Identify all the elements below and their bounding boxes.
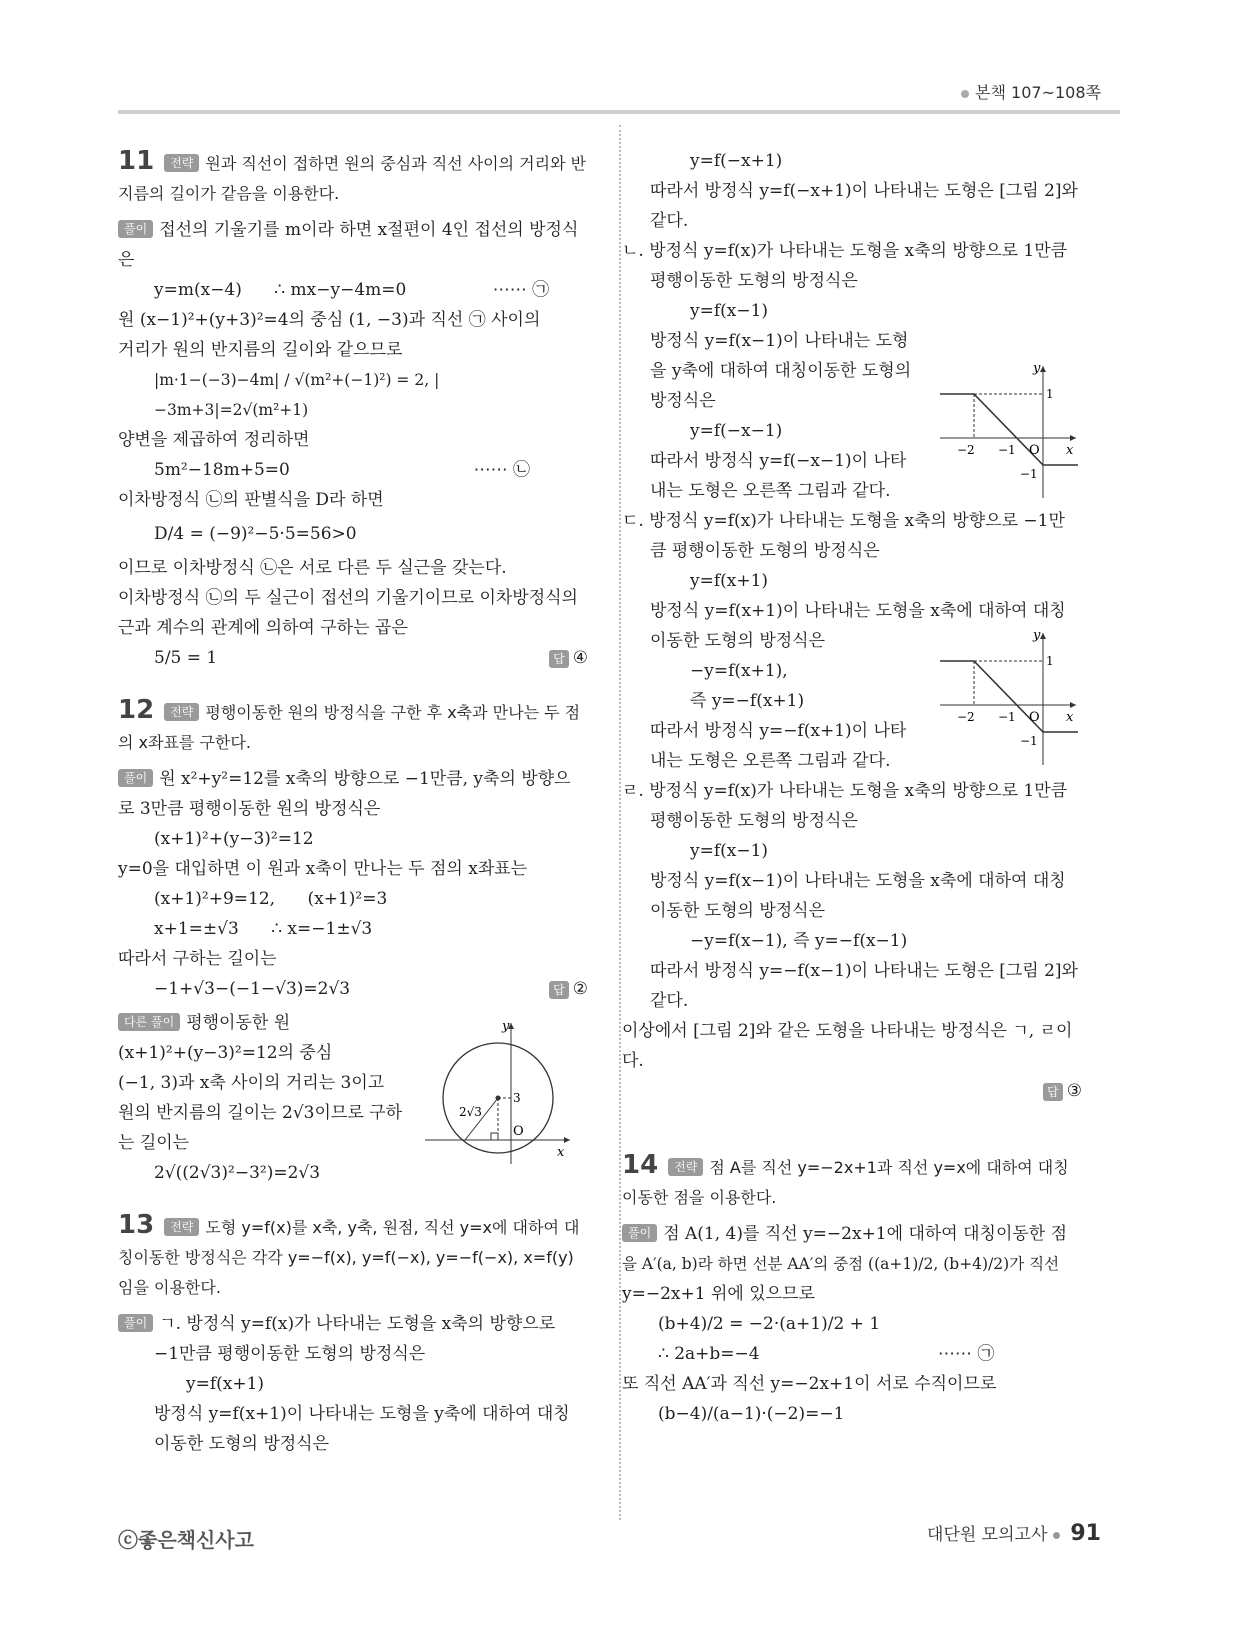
page-footer [927, 1520, 1101, 1546]
solution-line: 따라서 방정식 y=−f(x+1)이 나타 [650, 721, 907, 741]
solution-line: y=f(−x+1) [690, 151, 783, 171]
solution-line: 이차방정식 ㉡의 두 실근이 접선의 기울기이므로 이차방정식의 [118, 588, 578, 608]
solution-line: y=f(x+1) [690, 571, 769, 591]
solution-tag: 풀이 [118, 1314, 153, 1332]
question-number: 11 [118, 146, 155, 176]
solution-line: 근과 계수의 관계에 의하여 구하는 곱은 [118, 618, 408, 638]
solution-line: y=−2x+1 위에 있으므로 [622, 1284, 815, 1304]
solution-tag: 풀이 [118, 220, 153, 238]
right-column [622, 146, 1082, 1429]
alt-line: 2√((2√3)²−3²)=2√3 [154, 1163, 321, 1183]
solution-line: x+1=±√3 ∴ x=−1±√3 [154, 919, 373, 939]
tick-label-neg2: −2 [957, 710, 975, 724]
solution-line: 평행이동한 도형의 방정식은 [650, 811, 858, 831]
solution-line: 즉 y=−f(x+1) [690, 691, 805, 711]
answer-badge: 답 ④ [549, 643, 588, 673]
solution-line: 같다. [650, 991, 689, 1011]
solution-line: 따라서 방정식 y=f(−x−1)이 나타 [650, 451, 907, 471]
solution-line: 을 A′(a, b)라 하면 선분 AA′의 중점 ((a+1)/2, (b+4)/2)가 직선 [622, 1255, 1060, 1273]
strategy-tag: 전략 [164, 154, 199, 172]
solution-line: y=f(−x−1) [690, 421, 783, 441]
solution-line: 이므로 이차방정식 ㉡은 서로 다른 두 실근을 갖는다. [118, 558, 507, 578]
q14 [622, 1150, 1082, 1429]
page-number: 91 [1070, 1521, 1101, 1546]
solution-line: 점 A(1, 4)를 직선 y=−2x+1에 대하여 대칭이동한 점 [663, 1224, 1068, 1244]
tick-label-neg1-y: −1 [1020, 467, 1038, 481]
solution-line: 을 y축에 대하여 대칭이동한 도형의 [650, 361, 912, 381]
solution-line: 이동한 도형의 방정식은 [154, 1434, 330, 1454]
solution-line: 원 x²+y²=12를 x축의 방향으로 −1만큼, y축의 방향으 [159, 769, 571, 789]
axis-x-label: x [1066, 710, 1074, 725]
solution-line: ㄹ. 방정식 y=f(x)가 나타내는 도형을 x축의 방향으로 1만큼 [622, 781, 1068, 801]
circle-figure [425, 1018, 575, 1166]
tick-label-neg1: −1 [998, 443, 1016, 457]
solution-line: 이차방정식 ㉡의 판별식을 D라 하면 [118, 490, 384, 510]
solution-tag: 풀이 [622, 1224, 657, 1242]
solution-line: 이동한 도형의 방정식은 [650, 901, 826, 921]
solution-line: −y=f(x+1), [690, 661, 788, 681]
solution-line: 따라서 방정식 y=−f(x−1)이 나타내는 도형은 [그림 2]와 [650, 961, 1078, 981]
solution-line: −1+√3−(−1−√3)=2√3 [154, 979, 351, 999]
publisher-logo: ⓒ좋은책신사고 [118, 1528, 254, 1552]
book-reference: 본책 107~108쪽 [961, 80, 1101, 103]
solution-line: 방정식 y=f(x+1)이 나타내는 도형을 x축에 대하여 대칭 [650, 601, 1066, 621]
solution-line: −1만큼 평행이동한 도형의 방정식은 [154, 1344, 426, 1364]
bullet-icon [961, 90, 969, 98]
solution-line: 내는 도형은 오른쪽 그림과 같다. [650, 751, 891, 771]
strategy-text: 평행이동한 원의 방정식을 구한 후 x축과 만나는 두 점의 x좌표를 구한다. [118, 703, 581, 752]
strategy-text: 점 A를 직선 y=−2x+1과 직선 y=x에 대하여 대칭이동한 점을 이용한다. [622, 1158, 1069, 1207]
answer-badge: 답 ③ [1043, 1081, 1082, 1101]
solution-line: y=f(x+1) [186, 1374, 265, 1394]
solution-line: 5m²−18m+5=0 ⋯⋯ ㉡ [154, 460, 531, 480]
solution-line: y=f(x−1) [690, 301, 769, 321]
strategy-tag: 전략 [668, 1158, 703, 1176]
bullet-icon [1053, 1532, 1060, 1539]
strategy-text: 도형 y=f(x)를 x축, y축, 원점, 직선 y=x에 대하여 대칭이동한 방정식은 각각 y=−f(x), y=f(−x), y=−f(−x), x=f(y)임을 이용한다. [118, 1218, 580, 1297]
alt-solution-tag: 다른 풀이 [118, 1013, 180, 1031]
solution-line: y=f(x−1) [690, 841, 769, 861]
alt-line: (x+1)²+(y−3)²=12의 중심 [118, 1043, 333, 1063]
solution-line: D/4 = (−9)²−5·5=56>0 [154, 524, 357, 544]
solution-line: 큼 평행이동한 도형의 방정식은 [650, 541, 880, 561]
solution-line: 또 직선 AA′과 직선 y=−2x+1이 서로 수직이므로 [622, 1374, 997, 1394]
solution-line: ∴ 2a+b=−4 ⋯⋯ ㉠ [658, 1344, 995, 1364]
radius-label: 2√3 [459, 1105, 482, 1119]
solution-line: (x+1)²+9=12, (x+1)²=3 [154, 889, 388, 909]
column-divider [619, 125, 621, 1520]
solution-line: 방정식 y=f(x−1)이 나타내는 도형 [650, 331, 909, 351]
axis-x-label: x [557, 1145, 565, 1160]
question-number: 13 [118, 1210, 155, 1240]
q11 [118, 146, 588, 673]
question-number: 14 [622, 1150, 659, 1180]
tick-label-1: 1 [1046, 387, 1054, 401]
solution-line: (b−4)/(a−1)·(−2)=−1 [658, 1404, 845, 1424]
solution-line: 거리가 원의 반지름의 길이와 같으므로 [118, 340, 403, 360]
tick-label-1: 1 [1046, 654, 1054, 668]
q13 [118, 1210, 588, 1459]
left-column [118, 146, 588, 1459]
alt-line: (−1, 3)과 x축 사이의 거리는 3이고 [118, 1073, 385, 1093]
solution-line: 따라서 방정식 y=f(−x+1)이 나타내는 도형은 [그림 2]와 [650, 181, 1078, 201]
axis-y-label: y [1033, 628, 1041, 643]
solution-line: |m·1−(−3)−4m| / √(m²+(−1)²) = 2, |−3m+3|=2√(m²+1) [154, 371, 440, 419]
solution-line: 5/5 = 1 [154, 648, 218, 668]
section-name: 대단원 모의고사 [927, 1525, 1048, 1545]
solution-line: −y=f(x−1), 즉 y=−f(x−1) [690, 931, 908, 951]
solution-line: ㄱ. 방정식 y=f(x)가 나타내는 도형을 x축의 방향으로 [159, 1314, 556, 1334]
axis-x-label: x [1066, 443, 1074, 458]
tick-label-neg2: −2 [957, 443, 975, 457]
answer-badge: 답 ② [549, 974, 588, 1004]
solution-line: 이동한 도형의 방정식은 [650, 631, 826, 651]
solution-line: 양변을 제곱하여 정리하면 [118, 430, 310, 450]
solution-line: 로 3만큼 평행이동한 원의 방정식은 [118, 799, 381, 819]
solution-line: (x+1)²+(y−3)²=12 [154, 829, 314, 849]
origin-label: O [513, 1124, 524, 1139]
solution-line: (b+4)/2 = −2·(a+1)/2 + 1 [658, 1314, 881, 1334]
solution-line: ㄷ. 방정식 y=f(x)가 나타내는 도형을 x축의 방향으로 −1만 [622, 511, 1065, 531]
alt-line: 평행이동한 원 [186, 1013, 291, 1033]
solution-line: 같다. [650, 211, 689, 231]
header-rule [118, 110, 1120, 114]
strategy-tag: 전략 [164, 1218, 199, 1236]
strategy-text: 원과 직선이 접하면 원의 중심과 직선 사이의 거리와 반지름의 길이가 같음을 이용한다. [118, 154, 587, 203]
solution-line: 평행이동한 도형의 방정식은 [650, 271, 858, 291]
solution-line: 내는 도형은 오른쪽 그림과 같다. [650, 481, 891, 501]
solution-tag: 풀이 [118, 769, 153, 787]
solution-line: 접선의 기울기를 m이라 하면 x절편이 4인 접선의 방정식은 [118, 220, 579, 270]
strategy-tag: 전략 [164, 703, 199, 721]
solution-line: 방정식 y=f(x+1)이 나타내는 도형을 y축에 대하여 대칭 [154, 1404, 570, 1424]
height-label: 3 [513, 1091, 521, 1105]
graph-figure-1 [940, 360, 1080, 500]
alt-line: 원의 반지름의 길이는 2√3이므로 구하 [118, 1103, 402, 1123]
solution-line: ㄴ. 방정식 y=f(x)가 나타내는 도형을 x축의 방향으로 1만큼 [622, 241, 1068, 261]
solution-line: y=0을 대입하면 이 원과 x축이 만나는 두 점의 x좌표는 [118, 859, 528, 879]
origin-label: O [1029, 443, 1040, 458]
question-number: 12 [118, 695, 155, 725]
axis-y-label: y [502, 1019, 510, 1034]
origin-label: O [1029, 710, 1040, 725]
tick-label-neg1-y: −1 [1020, 734, 1038, 748]
solution-line: 따라서 구하는 길이는 [118, 949, 277, 969]
axis-y-label: y [1033, 361, 1041, 376]
solution-line: 원 (x−1)²+(y+3)²=4의 중심 (1, −3)과 직선 ㉠ 사이의 [118, 310, 541, 330]
tick-label-neg1: −1 [998, 710, 1016, 724]
solution-line: y=m(x−4) ∴ mx−y−4m=0 ⋯⋯ ㉠ [154, 280, 550, 300]
solution-line: 방정식 y=f(x−1)이 나타내는 도형을 x축에 대하여 대칭 [650, 871, 1066, 891]
alt-line: 는 길이는 [118, 1133, 190, 1153]
conclusion-line: 이상에서 [그림 2]와 같은 도형을 나타내는 방정식은 ㄱ, ㄹ이다. [622, 1021, 1073, 1071]
graph-figure-2 [940, 627, 1080, 767]
solution-line: 방정식은 [650, 391, 716, 411]
